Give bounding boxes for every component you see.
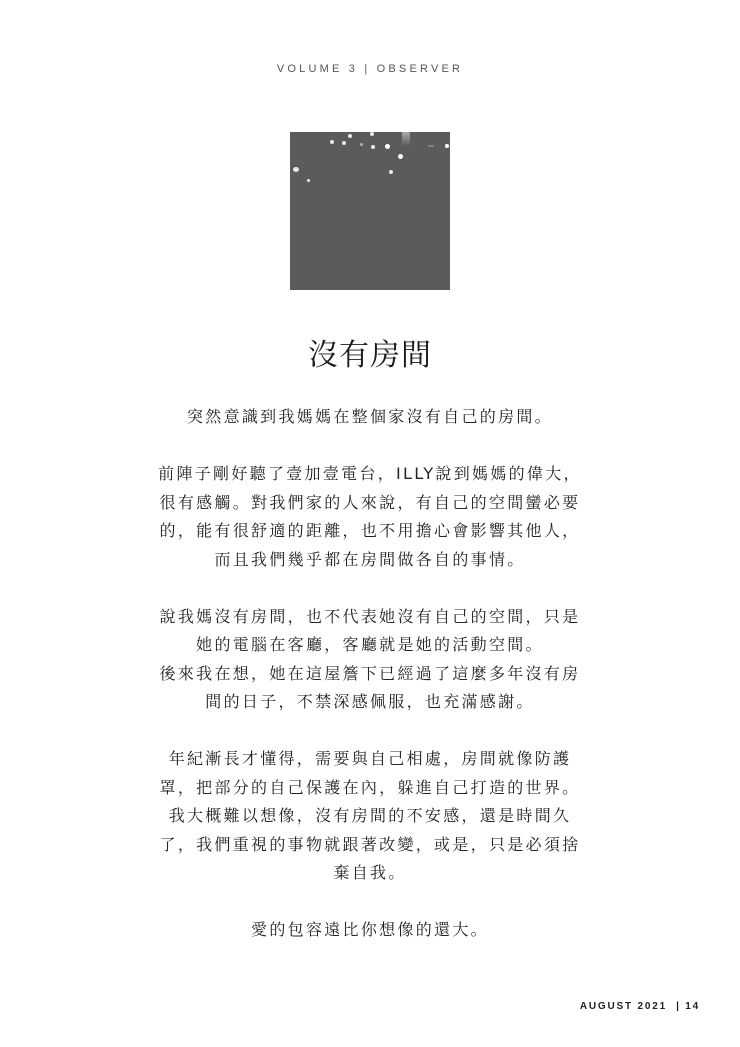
paragraph-line: 棄自我。 [333,863,407,882]
paragraph-line: 而且我們幾乎都在房間做各自的事情。 [214,549,526,569]
photo-bokeh-dot [330,140,334,144]
paragraph [140,403,600,432]
running-header: VOLUME 3 | OBSERVER [276,63,464,75]
photo-bokeh-dot [389,170,393,174]
paragraph-line: 突然意識到我媽媽在整個家沒有自己的房間。 [186,407,553,426]
photo-bokeh-dot [370,132,374,136]
photo-bokeh-dot [398,154,403,159]
paragraph-line: 後來我在想，她在這屋簷下已經過了這麼多年沒有房 [159,663,581,683]
photo-bokeh-dot [385,144,390,149]
photo-bokeh-dot [307,179,310,182]
paragraph-line: 很有感觸。對我們家的人來說，有自己的空間蠻必要 [159,492,581,512]
paragraph-line: 年紀漸長才懂得，需要與自己相處，房間就像防護 [168,749,572,768]
paragraph [140,603,600,717]
paragraph-line: 愛的包容遠比你想像的還大。 [251,920,489,939]
article-title: 沒有房間 [308,338,432,373]
photo-bokeh-dot [428,145,434,147]
paragraph [140,460,600,574]
photo-bokeh-dot [360,143,363,146]
photo-bokeh-dot [342,141,346,145]
paragraph-line: 的，能有很舒適的距離，也不用擔心會影響其他人， [159,521,581,540]
photo-bokeh-dot [293,167,299,172]
photo-light-streak [402,132,410,146]
paragraph-line: 罩，把部分的自己保護在內，躲進自己打造的世界。 [159,777,581,797]
article-photo [290,132,450,290]
paragraph-line: 前陣子剛好聽了壹加壹電台，ILLY說到媽媽的偉大， [158,464,582,483]
page-footer: AUGUST 2021 | 14 [579,1001,700,1012]
paragraph [140,916,600,945]
paragraph-line: 間的日子，不禁深感佩服，也充滿感謝。 [205,692,535,711]
photo-bokeh-dot [445,144,449,148]
paragraph-line: 了，我們重視的事物就跟著改變，或是，只是必須捨 [159,834,581,854]
photo-bokeh-dot [371,145,375,149]
paragraph-line: 她的電腦在客廳，客廳就是她的活動空間。 [196,635,544,654]
paragraph [140,745,600,888]
paragraph-line: 我大概難以想像，沒有房間的不安感，還是時間久 [168,806,572,825]
article-body [140,403,600,973]
paragraph-line: 說我媽沒有房間，也不代表她沒有自己的空間，只是 [159,606,581,626]
photo-bokeh-dot [348,134,352,138]
